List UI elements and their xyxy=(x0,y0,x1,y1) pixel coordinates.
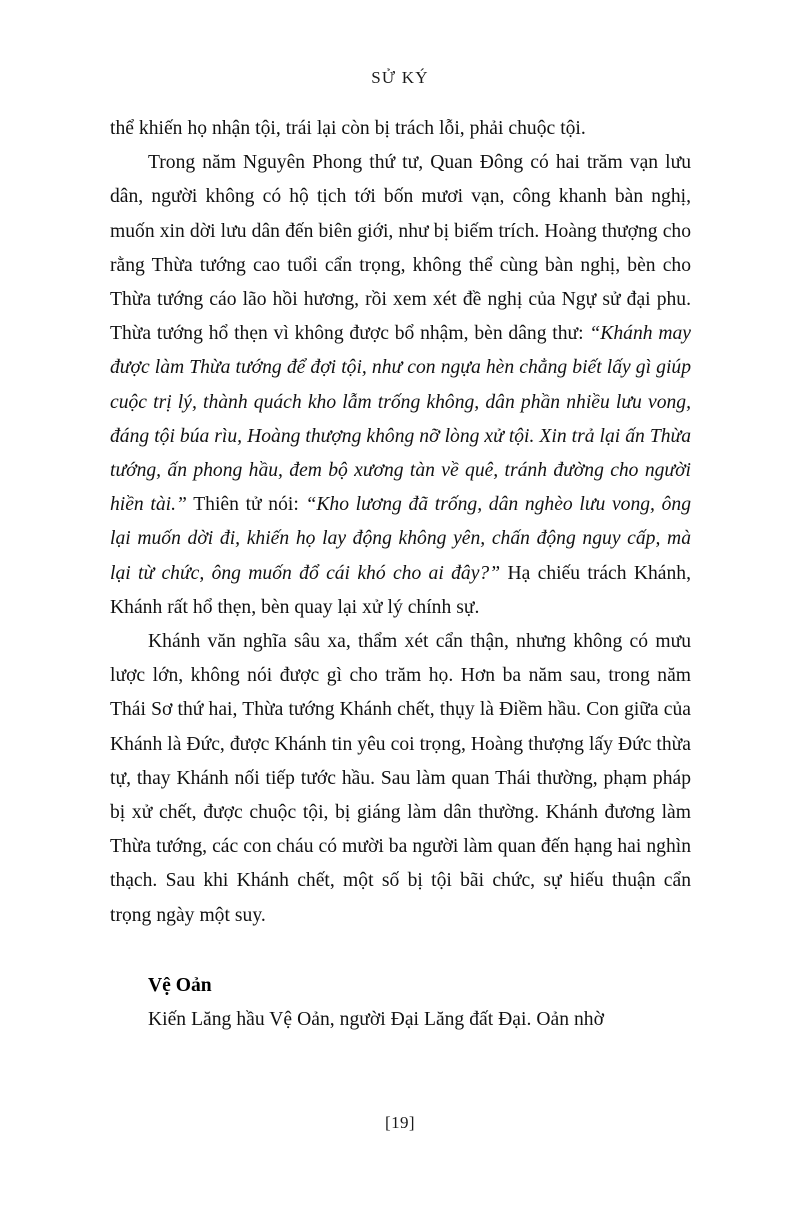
section-heading: Vệ Oản xyxy=(148,974,212,996)
paragraph-tail-text: Hạ chiếu trách Khánh, Khánh rất hổ thẹn, bèn quay lại xử lý chính sự. xyxy=(110,562,691,618)
page-number: [19] xyxy=(385,1113,415,1132)
paragraph-middle-text: Thiên tử nói: xyxy=(186,494,306,516)
paragraph xyxy=(110,146,691,625)
text-column xyxy=(110,112,691,1037)
running-head: SỬ KÝ xyxy=(371,68,429,87)
section-spacer xyxy=(110,933,691,969)
paragraph: thể khiến họ nhận tội, trái lại còn bị trách lỗi, phải chuộc tội. xyxy=(110,118,586,139)
quoted-emperor-text: “Kho lương đã trống, dân nghèo lưu vong, ông lại muốn dời đi, khiến họ lay động không yên, chấn động nguy cấp, mà lại từ chức, ông muốn đổ cái khó cho ai đây?” xyxy=(110,494,692,584)
quoted-memorial-text: “Khánh may được làm Thừa tướng để đợi tội, như con ngựa hèn chẳng biết lấy gì giúp cuộc trị lý, thành quách kho lẫm trống không, dân phần nhiều lưu vong, đáng tội búa rìu, Hoàng thượng không nỡ lòng xử tội. Xin trả lại ấn Thừa tướng, ấn phong hầu, đem bộ xương tàn về quê, tránh đường cho người hiền tài.” xyxy=(110,323,691,516)
paragraph: Kiến Lăng hầu Vệ Oản, người Đại Lăng đất Đại. Oản nhờ xyxy=(148,1009,604,1031)
paragraph-lead-text: Trong năm Nguyên Phong thứ tư, Quan Đông có hai trăm vạn lưu dân, người không có hộ tịch tới bốn mươi vạn, công khanh bàn nghị, muốn xin dời lưu dân đến biên giới, như bị biếm trích. Hoàng thượng cho rằng Thừa tướng cao tuổi cẩn trọng, không thể cùng bàn nghị, bèn cho Thừa tướng cáo lão hồi hương, rồi xem xét đề nghị của Ngự sử đại phu. Thừa tướng hổ thẹn vì không được bổ nhậm, bèn dâng thư: xyxy=(110,152,691,345)
paragraph: Khánh văn nghĩa sâu xa, thẩm xét cẩn thận, nhưng không có mưu lược lớn, không nói được gì cho trăm họ. Hơn ba năm sau, trong năm Thái Sơ thứ hai, Thừa tướng Khánh chết, thụy là Điềm hầu. Con giữa của Khánh là Đức, được Khánh tin yêu coi trọng, Hoàng thượng lấy Đức thừa tự, thay Khánh nối tiếp tước hầu. Sau làm quan Thái thường, phạm pháp bị xử chết, được chuộc tội, bị giáng làm dân thường. Khánh đương làm Thừa tướng, các con cháu có mười ba người làm quan đến hạng hai nghìn thạch. Sau khi Khánh chết, một số bị tội bãi chức, sự hiếu thuận cẩn trọng ngày một suy. xyxy=(110,631,691,926)
